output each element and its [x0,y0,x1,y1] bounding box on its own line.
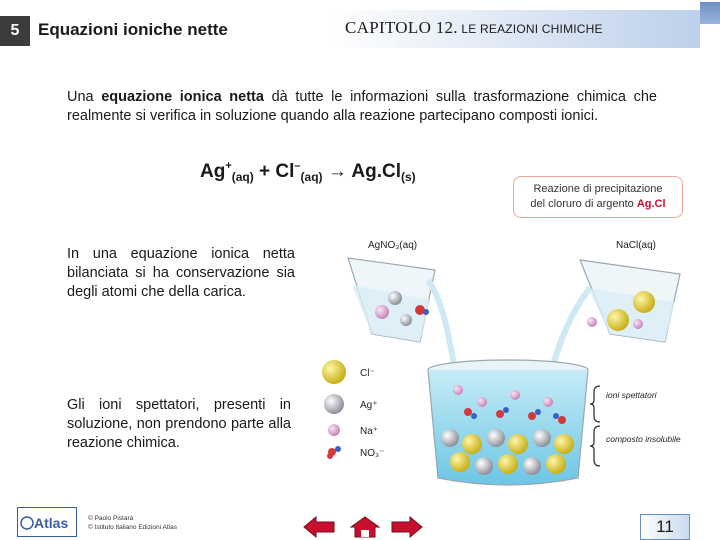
eq-arrow: → [322,161,352,182]
prev-arrow-button[interactable] [302,516,336,538]
legend-no3-swatch [327,446,341,459]
ion-legend [322,360,384,459]
intro-bold: equazione ionica netta [101,89,264,105]
legend-na-swatch [328,424,340,436]
intro-paragraph [67,88,657,126]
section-number: 5 [0,16,30,46]
credit-author: © Paolo Pistarà [88,515,134,522]
legend-cl-swatch [322,360,346,384]
next-arrow-button[interactable] [390,516,424,538]
section-title: Equazioni ioniche nette [38,20,228,39]
legend-ag-swatch [324,394,344,414]
eq-product: Ag.Cl [351,161,402,182]
eq-product-state: (s) [401,170,416,184]
chapter-subtitle: LE REAZIONI CHIMICHE [457,22,603,36]
credit-publisher: © Istituto Italiano Edizioni Atlas [88,524,177,531]
left-beaker [348,258,456,375]
legend-cl-label: Cl⁻ [360,368,375,379]
left-beaker-label: AgNO₃(aq) [368,240,418,251]
right-beaker-label: NaCl(aq) [616,240,657,251]
chapter-title [345,18,603,38]
corner-tab-icon [700,2,720,24]
caption-line1: Reazione di precipitazione [533,183,663,195]
bracket-annotations [590,386,681,466]
legend-ag-label: Ag⁺ [360,400,378,411]
spectator-paragraph: Gli ioni spettatori, presenti in soluzione, non prendono parte alla reazione chimica. [67,397,291,451]
right-beaker [550,260,680,375]
eq-ag-state: (aq) [231,170,254,184]
eq-plus: + [253,161,276,182]
reaction-caption [513,176,683,218]
eq-cl-charge: – [294,160,301,172]
legend-na-label: Na⁺ [360,426,379,437]
chapter-main: CAPITOLO 12. [345,18,458,37]
caption-highlight: Ag.Cl [636,198,666,210]
caption-line2 [514,197,682,212]
bracket-spectator-text: ioni spettatori [606,390,657,400]
bracket-insoluble-label [606,434,681,444]
credits [88,514,177,532]
eq-cl-state: (aq) [300,170,323,184]
eq-ag: Ag [200,161,226,182]
page-number: 11 [640,514,690,540]
eq-ag-charge: + [225,160,232,172]
bracket-spectator-label [606,390,658,400]
bracket-insoluble-text: composto insolubile [606,434,681,444]
intro-part2: dà tutte le informazioni sulla trasformazione chimica che realmente si verifica in soluzione quando alla reazione partecipano composti ionici. [67,89,657,124]
slide-header [0,0,720,60]
intro-part1: Una [67,89,102,105]
net-ionic-equation [200,160,416,184]
logo-text: Atlas [34,515,69,531]
atlas-logo [17,507,77,537]
home-button[interactable] [348,516,382,538]
caption-line2-prefix: del cloruro di argento [530,198,637,210]
precipitation-illustration [310,230,710,510]
eq-cl: Cl [275,161,295,182]
conservation-paragraph: In una equazione ionica netta bilanciata si ha conservazione sia degli atomi che della carica. [67,246,295,300]
legend-no3-label: NO₃⁻ [360,448,385,459]
bottom-beaker [428,360,588,485]
